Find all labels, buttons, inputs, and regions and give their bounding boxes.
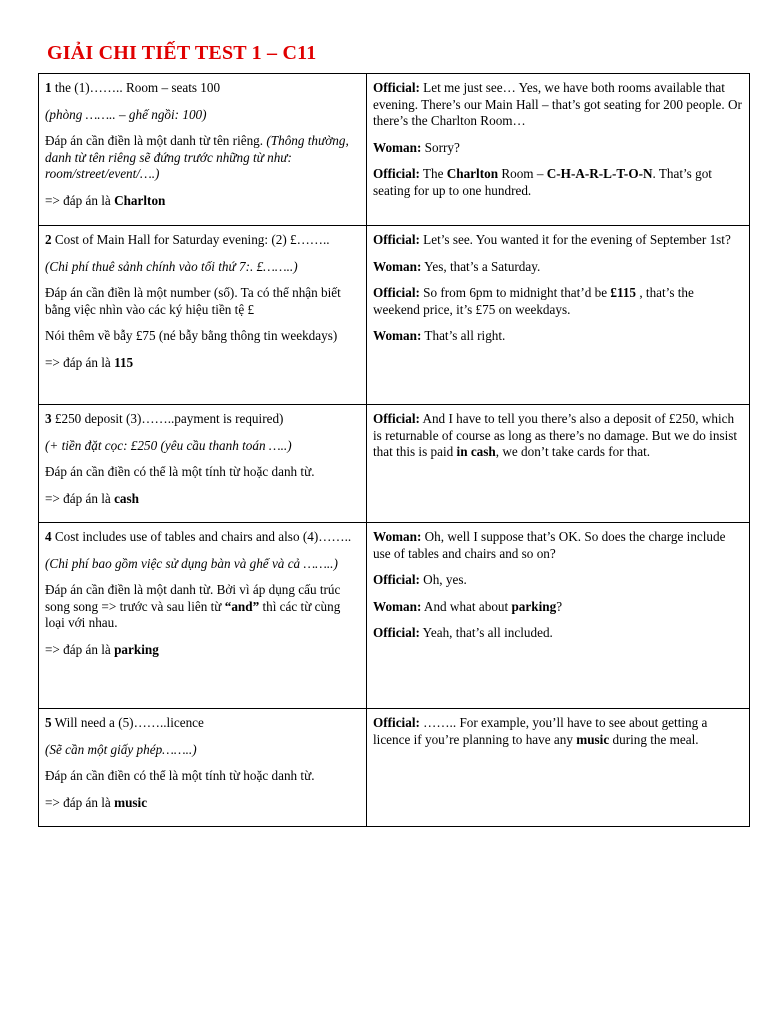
speaker-label: Woman: [373, 328, 422, 343]
dialog-text: So from 6pm to midnight that’d be [419, 285, 611, 300]
dialog-line [373, 599, 743, 616]
dialog-text: Yeah, that’s all included. [419, 625, 553, 640]
transcript-cell [367, 523, 750, 709]
question-line [45, 80, 360, 97]
table-row [39, 523, 750, 709]
answer-line [45, 795, 360, 812]
dialog-text: Room – [498, 166, 547, 181]
dialog-line [373, 285, 743, 318]
explanation [45, 133, 360, 183]
question-text: Cost includes use of tables and chairs and also (4)…….. [51, 529, 352, 544]
transcript-cell [367, 226, 750, 405]
explanation-note: (Thông thường, danh từ tên riêng sẽ đứng trước những từ như: room/street/event/….) [45, 133, 349, 181]
answer-line [45, 355, 360, 372]
dialog-line [373, 715, 743, 748]
explanation: Đáp án cần điền có thể là một tính từ hoặc danh từ. [45, 768, 315, 783]
dialog-text: ? [556, 598, 563, 614]
answer-line [45, 193, 360, 210]
speaker-label: Official: [373, 625, 420, 640]
table-row [39, 74, 750, 226]
question-line [45, 411, 360, 428]
question-number: 5 [45, 715, 52, 730]
speaker-label: Woman: [373, 139, 422, 155]
explanation: Đáp án cần điền là một number (số). Ta có thể nhận biết bằng việc nhìn vào các ký hiệu tiền tệ £ [45, 285, 341, 317]
question-number: 2 [45, 232, 52, 247]
dialog-line [373, 232, 743, 249]
dialog-text: Let me just see… Yes, we have both rooms available that evening. There’s our Main Hall – that’s got seating for 200 people. Or there’s the Charlton Room… [373, 80, 742, 128]
question-translation: (Sẽ cần một giấy phép……..) [45, 741, 197, 757]
question-line [45, 715, 360, 732]
page-title: GIẢI CHI TIẾT TEST 1 – C11 [47, 42, 317, 64]
answer-value: music [114, 794, 148, 810]
question-cell [39, 709, 367, 827]
answer-table [38, 73, 750, 827]
question-cell [39, 523, 367, 709]
table-row [39, 709, 750, 827]
answer-line [45, 642, 360, 659]
explanation-text: Đáp án cần điền là một danh từ tên riêng. [45, 133, 267, 148]
dialog-text: , we don’t take cards for that. [495, 444, 651, 459]
dialog-text: And what about [421, 598, 512, 614]
table-row [39, 226, 750, 405]
dialog-keyword: in cash [456, 444, 496, 459]
dialog-keyword: Charlton [446, 166, 499, 181]
answer-value: 115 [114, 354, 134, 370]
answer-prefix: => đáp án là [45, 490, 115, 506]
answer-line [45, 491, 360, 508]
speaker-label: Official: [373, 572, 420, 587]
question-translation: (Chi phí thuê sảnh chính vào tối thứ 7:. £……..) [45, 258, 298, 274]
dialog-text: Let’s see. You wanted it for the evening of September 1st? [419, 232, 731, 247]
explanation-text: Đáp án cần điền là một danh từ. Bởi vì áp dụng cấu trúc song song => trước và sau liên từ [45, 582, 341, 614]
question-line [45, 232, 360, 249]
speaker-label: Official: [373, 411, 420, 426]
transcript-cell [367, 405, 750, 523]
speaker-label: Official: [373, 166, 420, 181]
dialog-text: during the meal. [609, 731, 699, 747]
dialog-keyword: £115 [610, 285, 637, 300]
answer-value: parking [114, 641, 159, 657]
answer-value: cash [114, 490, 139, 506]
answer-prefix: => đáp án là [45, 354, 115, 370]
dialog-keyword: music [576, 731, 610, 747]
dialog-line [373, 411, 743, 461]
question-translation: (phòng …….. – ghế ngồi: 100) [45, 106, 207, 122]
speaker-label: Woman: [373, 258, 422, 274]
question-cell [39, 226, 367, 405]
speaker-label: Official: [373, 80, 420, 95]
answer-value: Charlton [114, 192, 166, 208]
answer-prefix: => đáp án là [45, 794, 115, 810]
speaker-label: Official: [373, 285, 420, 300]
explanation-keyword: “and” [224, 598, 260, 614]
dialog-text: Oh, yes. [419, 572, 467, 587]
explanation: Đáp án cần điền có thể là một tính từ hoặc danh từ. [45, 464, 315, 479]
transcript-cell [367, 74, 750, 226]
speaker-label: Woman: [373, 529, 422, 544]
dialog-text: Yes, that’s a Saturday. [421, 258, 541, 274]
dialog-text: . That’s got seating for up to one hundred. [373, 166, 712, 198]
dialog-keyword: parking [511, 598, 557, 614]
question-text: Cost of Main Hall for Saturday evening: (2) £…….. [51, 232, 330, 247]
question-text: £250 deposit (3)……..payment is required) [51, 411, 284, 426]
transcript-cell [367, 709, 750, 827]
speaker-label: Official: [373, 715, 420, 730]
question-cell [39, 405, 367, 523]
dialog-text: And I have to tell you there’s also a deposit of £250, which is returnable of course as long as there’s no damage. But we do insist that this is paid [373, 411, 738, 459]
dialog-text: That’s all right. [421, 328, 506, 343]
explanation-text: thì các từ cùng loại với nhau. [45, 598, 341, 630]
dialog-text: The [419, 166, 447, 181]
dialog-line [373, 140, 743, 157]
dialog-line [373, 625, 743, 642]
dialog-keyword: C-H-A-R-L-T-O-N [546, 166, 653, 181]
question-translation: (Chi phí bao gồm việc sử dụng bàn và ghế và cả ……..) [45, 555, 338, 571]
answer-prefix: => đáp án là [45, 641, 115, 657]
question-text: Will need a (5)……..licence [51, 715, 204, 730]
question-cell [39, 74, 367, 226]
question-translation: (+ tiền đặt cọc: £250 (yêu cầu thanh toán …..) [45, 437, 292, 453]
dialog-text: , that’s the weekend price, it’s £75 on weekdays. [373, 285, 694, 317]
question-number: 1 [45, 80, 52, 95]
question-text: the (1)…….. Room – seats 100 [51, 80, 221, 95]
table-row [39, 405, 750, 523]
explanation [45, 582, 360, 632]
dialog-text: Oh, well I suppose that’s OK. So does the charge include use of tables and chairs and so on? [373, 529, 726, 561]
dialog-line [373, 328, 743, 345]
dialog-line [373, 572, 743, 589]
dialog-text: Sorry? [421, 139, 460, 155]
dialog-text: …….. For example, you’ll have to see about getting a licence if you’re planning to have any [373, 715, 708, 747]
question-number: 4 [45, 529, 52, 544]
speaker-label: Official: [373, 232, 420, 247]
question-line [45, 529, 360, 546]
dialog-line [373, 166, 743, 199]
question-number: 3 [45, 411, 52, 426]
speaker-label: Woman: [373, 598, 422, 614]
dialog-line [373, 80, 743, 130]
dialog-line [373, 259, 743, 276]
explanation: Nói thêm về bẫy £75 (né bẫy bằng thông tin weekdays) [45, 328, 338, 343]
dialog-line [373, 529, 743, 562]
answer-prefix: => đáp án là [45, 192, 115, 208]
